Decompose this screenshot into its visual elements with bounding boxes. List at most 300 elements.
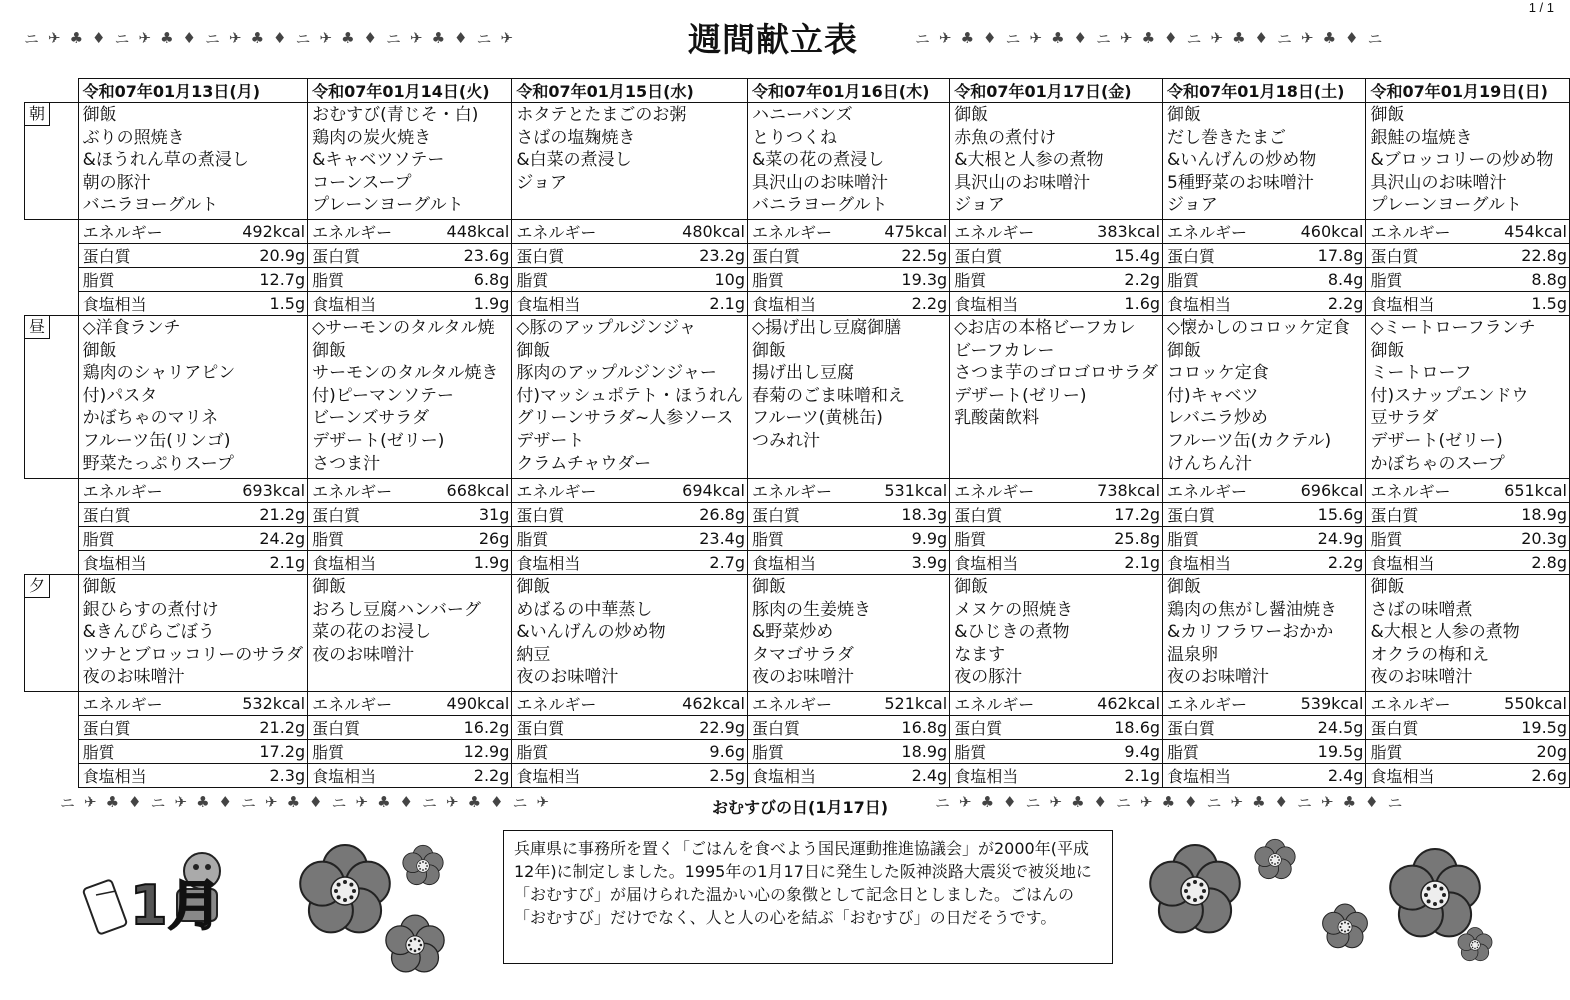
dish-item: ビーフカレー: [954, 340, 1055, 361]
plum-blossom-right-small2-icon: [1310, 892, 1380, 962]
stamen-dot: [408, 944, 411, 947]
lunch-dishes: [950, 316, 1163, 479]
dish-item: 御飯: [82, 340, 117, 361]
nutrient-value-protein: 21.2g: [195, 716, 308, 740]
nutrient-value-salt: 1.9g: [412, 551, 512, 575]
nutrient-label-protein: 蛋白質: [950, 244, 1058, 268]
decorative-glyph-icon: ニ: [512, 793, 528, 812]
decorative-glyph-icon: ニ: [1277, 29, 1293, 48]
nutrient-value-energy: 490kcal: [412, 692, 512, 716]
dish-item: 豆サラダ: [1370, 408, 1439, 429]
nutrient-value-protein: 17.8g: [1266, 244, 1366, 268]
nutrient-label-salt: 食塩相当: [1163, 764, 1267, 788]
nutrient-value-protein: 18.6g: [1058, 716, 1163, 740]
stamen-dot: [1472, 947, 1474, 949]
nutrient-value-salt: 2.6g: [1470, 764, 1570, 788]
date-header: 令和07年01月18日(土): [1163, 79, 1366, 103]
plum-blossom-right-small-icon: [1245, 830, 1305, 890]
decorative-glyph-icon: ♣: [160, 29, 174, 47]
nutrient-label-protein: 蛋白質: [1163, 503, 1267, 527]
dish-item: 鶏肉のシャリアピン: [82, 363, 236, 384]
nutrient-value-salt: 2.1g: [1058, 551, 1163, 575]
nutrient-label-protein: 蛋白質: [1163, 716, 1267, 740]
dish-item: かぼちゃのマリネ: [82, 408, 219, 429]
nutrient-label-fat: 脂質: [1163, 268, 1267, 292]
decorative-glyph-icon: ✈: [1120, 29, 1133, 47]
dish-item: コロッケ定食: [1167, 363, 1269, 384]
nutrient-label-fat: 脂質: [512, 740, 632, 764]
omusubi-day-heading: おむすびの日(1月17日): [712, 798, 889, 817]
dish-item: &きんぴらごぼう: [82, 622, 215, 643]
breakfast-dishes: [78, 103, 308, 220]
dish-item: さばの味噌煮: [1370, 599, 1473, 620]
decorative-glyph-icon: ニ: [1297, 793, 1313, 812]
decorative-glyph-icon: ✈: [1210, 29, 1224, 47]
nutrient-value-energy: 550kcal: [1470, 692, 1570, 716]
nutrient-label-fat: 脂質: [748, 268, 851, 292]
decorative-glyph-icon: ♦: [1254, 29, 1268, 47]
decorative-glyph-icon: ♦: [490, 793, 504, 811]
dish-item: 御飯: [1370, 105, 1405, 125]
decorative-glyph-icon: ♣: [69, 29, 84, 47]
nutrient-value-energy: 475kcal: [851, 220, 950, 244]
nutrient-value-protein: 18.9g: [1470, 503, 1570, 527]
nutrient-value-fat: 24.9g: [1266, 527, 1366, 551]
nutrient-value-fat: 20g: [1470, 740, 1570, 764]
nutrient-value-energy: 696kcal: [1266, 479, 1366, 503]
nutrient-label-salt: 食塩相当: [512, 551, 632, 575]
breakfast-dishes: [950, 103, 1163, 220]
nutrient-value-fat: 8.4g: [1266, 268, 1366, 292]
stamen-dot: [1477, 947, 1479, 949]
dish-item: &カリフラワーおかか: [1167, 622, 1334, 643]
nutrient-value-salt: 2.4g: [851, 764, 950, 788]
decorative-glyph-icon: ♣: [196, 793, 210, 811]
nutrient-value-salt: 2.2g: [412, 764, 512, 788]
dish-item: オクラの梅和え: [1370, 644, 1490, 665]
nutrient-label-energy: エネルギー: [1163, 220, 1267, 244]
decorative-glyph-icon: ♣: [377, 793, 391, 811]
stamen-dot: [418, 948, 421, 951]
nutrient-value-energy: 668kcal: [412, 479, 512, 503]
stamen-dot: [1274, 863, 1276, 865]
decorative-glyph-icon: ニ: [24, 29, 40, 48]
dish-item: 朝の豚汁: [82, 172, 151, 193]
dish-item: 銀鮭の塩焼き: [1370, 127, 1473, 148]
dish-item: 御飯: [516, 340, 551, 361]
nutrient-value-energy: 693kcal: [195, 479, 308, 503]
dish-item: プレーンヨーグルト: [312, 195, 464, 216]
dish-item: メヌケの照焼き: [954, 599, 1074, 620]
nutrient-value-protein: 22.8g: [1470, 244, 1570, 268]
stamen-dot: [1344, 922, 1346, 924]
decorative-glyph-icon: ✈: [265, 793, 278, 811]
nutrient-value-energy: 492kcal: [195, 220, 308, 244]
dish-item: ジョア: [954, 195, 1005, 216]
dish-item: &白菜の煮浸し: [516, 150, 632, 171]
dish-item: ジョア: [1167, 195, 1218, 216]
nutrient-label-energy: エネルギー: [512, 220, 632, 244]
nutrient-label-energy: エネルギー: [748, 220, 851, 244]
decorative-glyph-icon: ニ: [1025, 793, 1041, 812]
nutrient-label-protein: 蛋白質: [950, 716, 1058, 740]
dish-item: 菜の花のお浸し: [312, 622, 432, 643]
decorative-glyph-icon: ニ: [386, 29, 402, 48]
plum-blossom-right-icon: [1140, 836, 1250, 946]
dish-item: 具沢山のお味噌汁: [1370, 172, 1507, 193]
nutrient-value-salt: 1.9g: [412, 292, 512, 316]
dish-item: ◇懐かしのコロッケ定食: [1167, 318, 1350, 338]
stamen-dot: [410, 948, 413, 951]
dish-item: 御飯: [82, 577, 117, 597]
nutrient-label-energy: エネルギー: [78, 692, 194, 716]
dish-item: 夜のお味噌汁: [312, 644, 415, 665]
dish-item: 具沢山のお味噌汁: [954, 172, 1091, 193]
dish-item: デザート(ゼリー): [1370, 430, 1503, 451]
decorative-glyph-icon: ニ: [1116, 793, 1132, 812]
decorative-glyph-icon: ✈: [355, 793, 369, 811]
decorative-glyph-icon: ♦: [1184, 793, 1198, 811]
decorative-border-bottom-left: [60, 790, 700, 814]
decorative-glyph-icon: ニ: [1186, 29, 1202, 48]
nutrient-label-protein: 蛋白質: [1366, 244, 1470, 268]
dish-item: 夜のお味噌汁: [516, 667, 619, 688]
dinner-dishes: [950, 575, 1163, 692]
nutrient-label-energy: エネルギー: [748, 479, 851, 503]
decorative-glyph-icon: ♣: [467, 793, 482, 811]
lunch-dishes: [78, 316, 308, 479]
dish-item: 御飯: [752, 340, 786, 361]
stamen-dot: [1271, 862, 1273, 864]
nutrient-label-salt: 食塩相当: [1163, 551, 1267, 575]
dish-item: 5種野菜のお味噌汁: [1167, 172, 1314, 193]
decorative-glyph-icon: ♦: [1003, 793, 1017, 811]
dish-item: ホタテとたまごのお粥: [516, 105, 687, 125]
nutrient-label-salt: 食塩相当: [748, 764, 851, 788]
stamen-dot: [1277, 856, 1279, 858]
lunch-dishes: [1163, 316, 1366, 479]
dish-item: ◇ミートローフランチ: [1370, 318, 1536, 338]
dish-item: さつま汁: [312, 453, 381, 474]
dish-item: グリーンサラダ~人参ソース: [516, 408, 734, 429]
decorative-glyph-icon: ♦: [1093, 793, 1107, 811]
nutrient-label-protein: 蛋白質: [512, 503, 632, 527]
dinner-dishes: [748, 575, 950, 692]
stamen-dot: [1433, 884, 1437, 888]
decorative-glyph-icon: ♦: [92, 29, 106, 47]
dish-item: 乳酸菌飲料: [954, 408, 1040, 429]
stamen-dot: [425, 868, 427, 870]
dish-item: &ブロッコリーの炒め物: [1370, 150, 1554, 171]
stamen-dot: [1478, 944, 1480, 946]
nutrient-value-protein: 18.3g: [851, 503, 950, 527]
breakfast-dishes: [308, 103, 512, 220]
nutrient-label-salt: 食塩相当: [512, 292, 632, 316]
page-title: 週間献立表: [688, 20, 858, 59]
decorative-glyph-icon: ニ: [114, 29, 130, 48]
nutrient-label-energy: エネルギー: [78, 479, 194, 503]
nutrient-value-salt: 1.5g: [1470, 292, 1570, 316]
stamen-dot: [349, 895, 353, 899]
nutrient-label-protein: 蛋白質: [78, 244, 194, 268]
meal-label-lunch: 昼: [25, 316, 50, 339]
nutrient-value-energy: 532kcal: [195, 692, 308, 716]
dish-item: なます: [954, 644, 1006, 665]
decorative-glyph-icon: ♣: [980, 793, 995, 811]
nutrient-value-protein: 21.2g: [195, 503, 308, 527]
stamen-dot: [1347, 929, 1349, 931]
stamen-dot: [1433, 902, 1437, 906]
nutrient-label-fat: 脂質: [748, 740, 851, 764]
nutrient-label-salt: 食塩相当: [78, 292, 194, 316]
stamen-dot: [418, 940, 421, 943]
page-number: 1 / 1: [1528, 0, 1554, 15]
nutrient-label-energy: エネルギー: [748, 692, 851, 716]
dish-item: 豚肉のアップルジンジャー: [516, 363, 717, 384]
stamen-dot: [1341, 923, 1343, 925]
dish-item: 付)マッシュポテト・ほうれん: [516, 385, 743, 406]
nutrient-value-fat: 20.3g: [1470, 527, 1570, 551]
nutrient-label-fat: 脂質: [1163, 740, 1267, 764]
nutrient-label-energy: エネルギー: [308, 220, 412, 244]
decorative-glyph-icon: ニ: [1367, 29, 1383, 48]
nutrient-label-energy: エネルギー: [950, 220, 1058, 244]
dish-item: &いんげんの炒め物: [516, 622, 666, 643]
dish-item: プレーンヨーグルト: [1370, 195, 1522, 216]
nutrient-value-salt: 1.5g: [195, 292, 308, 316]
dish-item: 揚げ出し豆腐: [752, 363, 854, 384]
nutrient-value-fat: 19.5g: [1266, 740, 1366, 764]
nutrient-label-protein: 蛋白質: [308, 716, 412, 740]
nutrient-value-fat: 10g: [631, 268, 747, 292]
decorative-glyph-icon: ✈: [500, 29, 514, 47]
dish-item: デザート(ゼリー): [954, 385, 1087, 406]
nutrient-value-protein: 15.4g: [1058, 244, 1163, 268]
nutrient-value-fat: 12.7g: [195, 268, 308, 292]
nutrient-value-fat: 25.8g: [1058, 527, 1163, 551]
decorative-glyph-icon: ✈: [1049, 793, 1063, 811]
nutrient-value-fat: 24.2g: [195, 527, 308, 551]
lunch-dishes: [512, 316, 748, 479]
stamen-dot: [1427, 887, 1431, 891]
nutrient-value-salt: 2.2g: [1266, 292, 1366, 316]
dish-item: ハニーバンズ: [752, 105, 853, 125]
decorative-glyph-icon: ✈: [959, 793, 972, 811]
dish-item: 付)スナップエンドウ: [1370, 385, 1529, 406]
decorative-glyph-icon: ♣: [960, 29, 975, 47]
dish-item: &キャベツソテー: [312, 150, 445, 171]
nutrient-label-salt: 食塩相当: [748, 292, 851, 316]
stamen-dot: [1270, 859, 1272, 861]
dish-item: ビーンズサラダ: [312, 408, 430, 429]
nutrient-label-salt: 食塩相当: [1163, 292, 1267, 316]
dish-item: おろし豆腐ハンバーグ: [312, 599, 481, 620]
dish-item: 夜のお味噌汁: [1167, 667, 1270, 688]
dish-item: ◇洋食ランチ: [82, 318, 181, 338]
nutrient-label-energy: エネルギー: [78, 220, 194, 244]
stamen-dot: [1184, 889, 1188, 893]
nutrient-label-energy: エネルギー: [308, 479, 412, 503]
nutrient-value-energy: 383kcal: [1058, 220, 1163, 244]
dish-item: 付)ピーマンソテー: [312, 385, 455, 406]
nutrient-label-energy: エネルギー: [512, 692, 632, 716]
stamen-dot: [1193, 898, 1197, 902]
nutrient-value-salt: 1.6g: [1058, 292, 1163, 316]
stamen-dot: [425, 862, 427, 864]
decorative-glyph-icon: ✈: [48, 29, 61, 47]
month-badge-text: 1月: [130, 874, 222, 937]
nutrient-label-salt: 食塩相当: [748, 551, 851, 575]
nutrient-value-protein: 24.5g: [1266, 716, 1366, 740]
nutrient-value-protein: 16.2g: [412, 716, 512, 740]
stamen-dot: [1439, 899, 1443, 903]
nutrient-value-energy: 480kcal: [631, 220, 747, 244]
nutrient-label-fat: 脂質: [78, 740, 194, 764]
nutrient-value-energy: 462kcal: [631, 692, 747, 716]
decorative-glyph-icon: ♦: [309, 793, 323, 811]
dish-item: &いんげんの炒め物: [1167, 150, 1317, 171]
date-header: 令和07年01月15日(水): [512, 79, 748, 103]
decorative-border-right: [915, 26, 1535, 50]
dish-item: ◇サーモンのタルタル焼: [312, 318, 495, 338]
nutrient-label-fat: 脂質: [1366, 740, 1470, 764]
dish-item: バニラヨーグルト: [82, 195, 219, 216]
nutrient-label-fat: 脂質: [78, 268, 194, 292]
nutrient-label-salt: 食塩相当: [308, 292, 412, 316]
nutrient-value-fat: 9.4g: [1058, 740, 1163, 764]
date-header: 令和07年01月17日(金): [950, 79, 1163, 103]
dish-item: 御飯: [954, 577, 989, 597]
nutrient-label-fat: 脂質: [308, 740, 412, 764]
nutrient-label-energy: エネルギー: [1163, 479, 1267, 503]
dish-item: 付)キャベツ: [1167, 385, 1259, 406]
dish-item: 銀ひらすの煮付け: [82, 599, 219, 620]
decorative-glyph-icon: ニ: [1206, 793, 1222, 812]
nutrient-label-fat: 脂質: [1163, 527, 1267, 551]
stamen-dot: [334, 889, 338, 893]
decorative-glyph-icon: ♦: [128, 793, 142, 811]
dish-item: クラムチャウダー: [516, 453, 652, 474]
nutrient-value-salt: 2.5g: [631, 764, 747, 788]
stamen-dot: [1199, 883, 1203, 887]
decorative-glyph-icon: ニ: [422, 793, 438, 812]
nutrient-value-salt: 2.2g: [1266, 551, 1366, 575]
decorative-glyph-icon: ニ: [150, 793, 166, 812]
dish-item: 夜の豚汁: [954, 667, 1023, 688]
decorative-glyph-icon: ♦: [399, 793, 413, 811]
decorative-glyph-icon: ✈: [536, 793, 550, 811]
date-header: 令和07年01月19日(日): [1366, 79, 1570, 103]
breakfast-dishes: [1163, 103, 1366, 220]
nutrient-label-energy: エネルギー: [308, 692, 412, 716]
dish-item: けんちん汁: [1167, 453, 1253, 474]
stamen-dot: [1427, 899, 1431, 903]
dish-item: サーモンのタルタル焼き: [312, 363, 499, 384]
dish-item: 納豆: [516, 644, 551, 665]
stamen-dot: [337, 895, 341, 899]
nutrient-label-energy: エネルギー: [1366, 220, 1470, 244]
dish-item: 野菜たっぷりスープ: [82, 453, 234, 474]
decorative-glyph-icon: ニ: [205, 29, 221, 48]
decorative-glyph-icon: ♣: [1342, 793, 1357, 811]
decorative-glyph-icon: ✈: [84, 793, 97, 811]
stamen-dot: [1271, 856, 1273, 858]
dish-item: さばの塩麹焼き: [516, 127, 636, 148]
decorative-glyph-icon: ✈: [1140, 793, 1153, 811]
dish-item: とりつくね: [752, 127, 837, 148]
decorative-glyph-icon: ニ: [60, 793, 76, 812]
dish-item: バニラヨーグルト: [752, 195, 888, 216]
stamen-dot: [1477, 942, 1479, 944]
nutrient-value-protein: 17.2g: [1058, 503, 1163, 527]
nutrient-value-energy: 694kcal: [631, 479, 747, 503]
stamen-dot: [414, 938, 417, 941]
nutrient-value-salt: 2.1g: [1058, 764, 1163, 788]
nutrient-label-protein: 蛋白質: [78, 716, 194, 740]
dish-item: 御飯: [954, 105, 989, 125]
nutrient-value-fat: 19.3g: [851, 268, 950, 292]
decorative-glyph-icon: ♦: [363, 29, 377, 47]
decorative-glyph-icon: ♣: [105, 793, 120, 811]
dish-item: &ひじきの煮物: [954, 622, 1070, 643]
decorative-glyph-icon: ✈: [229, 29, 242, 47]
dish-item: 春菊のごま味噌和え: [752, 385, 905, 406]
dish-item: &大根と人参の煮物: [954, 150, 1104, 171]
stamen-dot: [1199, 895, 1203, 899]
dish-item: つみれ汁: [752, 430, 820, 451]
dish-item: デザート: [516, 430, 585, 451]
dish-item: 夜のお味噌汁: [1370, 667, 1473, 688]
nutrient-value-fat: 2.2g: [1058, 268, 1163, 292]
dish-item: さつま芋のゴロゴロサラダ: [954, 363, 1159, 384]
nutrient-label-protein: 蛋白質: [748, 244, 851, 268]
stamen-dot: [343, 898, 347, 902]
nutrient-label-protein: 蛋白質: [308, 503, 412, 527]
decorative-glyph-icon: ♦: [1365, 793, 1379, 811]
nutrient-label-energy: エネルギー: [950, 479, 1058, 503]
nutrient-value-energy: 651kcal: [1470, 479, 1570, 503]
nutrient-value-protein: 15.6g: [1266, 503, 1366, 527]
dish-item: 御飯: [1167, 105, 1202, 125]
decorative-glyph-icon: ♦: [273, 29, 287, 47]
lunch-dishes: [308, 316, 512, 479]
nutrient-value-protein: 23.6g: [412, 244, 512, 268]
decorative-glyph-icon: ♣: [1141, 29, 1156, 47]
plum-blossom-tiny-icon: [393, 836, 453, 896]
decorative-glyph-icon: ✈: [1321, 793, 1334, 811]
nutrient-label-energy: エネルギー: [950, 692, 1058, 716]
nutrient-label-fat: 脂質: [950, 740, 1058, 764]
dish-item: 御飯: [82, 105, 117, 125]
decorative-glyph-icon: ニ: [295, 29, 311, 48]
stamen-dot: [1424, 893, 1428, 897]
stamen-dot: [1341, 929, 1343, 931]
nutrient-label-fat: 脂質: [308, 268, 412, 292]
nutrient-label-fat: 脂質: [1366, 527, 1470, 551]
decorative-glyph-icon: ♣: [286, 793, 301, 811]
decorative-glyph-icon: ♦: [983, 29, 997, 47]
decorative-glyph-icon: ♣: [250, 29, 265, 47]
dinner-dishes: [78, 575, 308, 692]
dish-item: フルーツ缶(リンゴ): [82, 430, 231, 451]
breakfast-dishes: [512, 103, 748, 220]
stamen-dot: [1187, 895, 1191, 899]
decorative-glyph-icon: ニ: [331, 793, 347, 812]
stamen-dot: [349, 883, 353, 887]
nutrient-label-fat: 脂質: [950, 268, 1058, 292]
stamen-dot: [419, 862, 421, 864]
breakfast-dishes: [1366, 103, 1570, 220]
